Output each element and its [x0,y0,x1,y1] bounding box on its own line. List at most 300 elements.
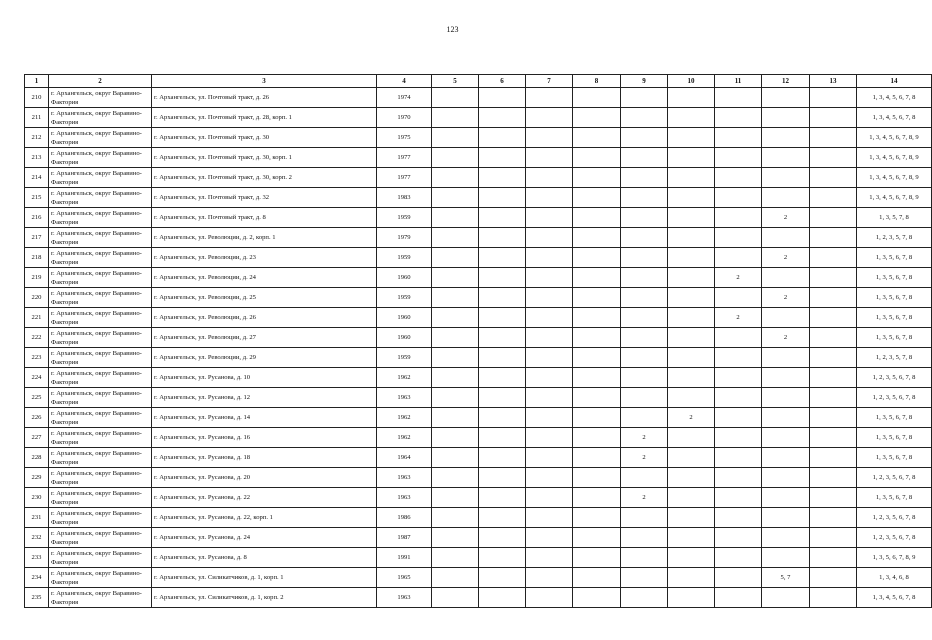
table-row [25,588,932,608]
col9-cell [621,208,668,228]
col7-cell [526,288,573,308]
col10-cell [668,368,715,388]
col8-cell [573,268,621,288]
col7-cell [526,128,573,148]
col14-cell: 1, 3, 4, 6, 8 [857,568,932,588]
table-row [25,548,932,568]
table-row [25,348,932,368]
col12-cell [762,128,810,148]
row-number: 234 [25,568,49,588]
col6-cell [479,368,526,388]
table-row [25,468,932,488]
col8-cell [573,108,621,128]
col14-cell: 1, 3, 5, 7, 8 [857,208,932,228]
district-cell: г. Архангельск, округ Варавино-Фактория [49,368,152,388]
district-cell: г. Архангельск, округ Варавино-Фактория [49,148,152,168]
address-cell: г. Архангельск, ул. Революции, д. 29 [152,348,377,368]
row-number: 228 [25,448,49,468]
col14-cell: 1, 3, 5, 6, 7, 8 [857,268,932,288]
column-header-8: 8 [573,75,621,88]
col5-cell [432,568,479,588]
year-cell: 1959 [377,288,432,308]
year-cell: 1963 [377,468,432,488]
year-cell: 1986 [377,508,432,528]
col10-cell [668,88,715,108]
col11-cell [715,248,762,268]
district-cell: г. Архангельск, округ Варавино-Фактория [49,468,152,488]
column-header-9: 9 [621,75,668,88]
col14-cell: 1, 2, 3, 5, 7, 8 [857,348,932,368]
table-row [25,328,932,348]
page-number: 123 [446,25,459,34]
col8-cell [573,588,621,608]
col5-cell [432,448,479,468]
col14-cell: 1, 3, 4, 5, 6, 7, 8, 9 [857,148,932,168]
year-cell: 1991 [377,548,432,568]
row-number: 214 [25,168,49,188]
col10-cell [668,428,715,448]
col9-cell [621,148,668,168]
col5-cell [432,268,479,288]
column-header-6: 6 [479,75,526,88]
address-cell: г. Архангельск, ул. Почтовый тракт, д. 32 [152,188,377,208]
col8-cell [573,148,621,168]
col8-cell [573,188,621,208]
col6-cell [479,408,526,428]
col13-cell [810,348,857,368]
row-number: 223 [25,348,49,368]
col8-cell [573,528,621,548]
col6-cell [479,348,526,368]
col5-cell [432,228,479,248]
col8-cell [573,168,621,188]
col6-cell [479,388,526,408]
col10-cell [668,528,715,548]
col6-cell [479,88,526,108]
col6-cell [479,148,526,168]
col12-cell [762,188,810,208]
col14-cell: 1, 2, 3, 5, 6, 7, 8 [857,528,932,548]
col12-cell: 2 [762,328,810,348]
address-cell: г. Архангельск, ул. Революции, д. 24 [152,268,377,288]
column-header-5: 5 [432,75,479,88]
table-row [25,408,932,428]
table-row [25,208,932,228]
col10-cell [668,248,715,268]
col5-cell [432,468,479,488]
district-cell: г. Архангельск, округ Варавино-Фактория [49,268,152,288]
row-number: 232 [25,528,49,548]
col8-cell [573,408,621,428]
col7-cell [526,568,573,588]
col5-cell [432,88,479,108]
col7-cell [526,228,573,248]
column-header-3: 3 [152,75,377,88]
table-row [25,228,932,248]
col8-cell [573,288,621,308]
year-cell: 1977 [377,148,432,168]
col10-cell [668,228,715,248]
col13-cell [810,128,857,148]
col9-cell [621,108,668,128]
district-cell: г. Архангельск, округ Варавино-Фактория [49,428,152,448]
district-cell: г. Архангельск, округ Варавино-Фактория [49,128,152,148]
address-cell: г. Архангельск, ул. Почтовый тракт, д. 30, корп. 2 [152,168,377,188]
col11-cell [715,88,762,108]
col13-cell [810,408,857,428]
col10-cell [668,188,715,208]
address-cell: г. Архангельск, ул. Революции, д. 26 [152,308,377,328]
district-cell: г. Архангельск, округ Варавино-Фактория [49,528,152,548]
address-cell: г. Архангельск, ул. Русанова, д. 24 [152,528,377,548]
col13-cell [810,568,857,588]
col8-cell [573,388,621,408]
col8-cell [573,308,621,328]
col5-cell [432,588,479,608]
col11-cell [715,328,762,348]
col14-cell: 1, 3, 5, 6, 7, 8 [857,248,932,268]
col13-cell [810,588,857,608]
col9-cell: 2 [621,428,668,448]
col10-cell [668,448,715,468]
table-row [25,188,932,208]
col14-cell: 1, 2, 3, 5, 6, 7, 8 [857,368,932,388]
col14-cell: 1, 3, 5, 6, 7, 8 [857,328,932,348]
col5-cell [432,428,479,448]
col12-cell [762,228,810,248]
col13-cell [810,468,857,488]
row-number: 229 [25,468,49,488]
col14-cell: 1, 3, 5, 6, 7, 8 [857,428,932,448]
table-row [25,508,932,528]
col8-cell [573,568,621,588]
col10-cell [668,508,715,528]
address-cell: г. Архангельск, ул. Силикатчиков, д. 1, корп. 2 [152,588,377,608]
col5-cell [432,508,479,528]
col9-cell [621,388,668,408]
district-cell: г. Архангельск, округ Варавино-Фактория [49,448,152,468]
col7-cell [526,408,573,428]
col13-cell [810,548,857,568]
row-number: 230 [25,488,49,508]
col11-cell [715,488,762,508]
address-cell: г. Архангельск, ул. Почтовый тракт, д. 8 [152,208,377,228]
col7-cell [526,268,573,288]
col10-cell: 2 [668,408,715,428]
col14-cell: 1, 2, 3, 5, 6, 7, 8 [857,508,932,528]
address-cell: г. Архангельск, ул. Силикатчиков, д. 1, корп. 1 [152,568,377,588]
col9-cell [621,188,668,208]
col11-cell [715,388,762,408]
col14-cell: 1, 3, 5, 6, 7, 8, 9 [857,548,932,568]
col14-cell: 1, 3, 5, 6, 7, 8 [857,288,932,308]
col5-cell [432,248,479,268]
col5-cell [432,128,479,148]
year-cell: 1979 [377,228,432,248]
col6-cell [479,568,526,588]
col6-cell [479,508,526,528]
address-cell: г. Архангельск, ул. Русанова, д. 20 [152,468,377,488]
table-row [25,488,932,508]
col13-cell [810,148,857,168]
col6-cell [479,528,526,548]
col9-cell [621,568,668,588]
col5-cell [432,148,479,168]
address-cell: г. Архангельск, ул. Почтовый тракт, д. 30, корп. 1 [152,148,377,168]
column-header-2: 2 [49,75,152,88]
district-cell: г. Архангельск, округ Варавино-Фактория [49,208,152,228]
col10-cell [668,208,715,228]
col6-cell [479,488,526,508]
col11-cell [715,428,762,448]
col14-cell: 1, 3, 4, 5, 6, 7, 8, 9 [857,128,932,148]
col6-cell [479,288,526,308]
district-cell: г. Архангельск, округ Варавино-Фактория [49,388,152,408]
address-cell: г. Архангельск, ул. Революции, д. 27 [152,328,377,348]
address-cell: г. Архангельск, ул. Революции, д. 25 [152,288,377,308]
col11-cell [715,448,762,468]
address-cell: г. Архангельск, ул. Революции, д. 2, корп. 1 [152,228,377,248]
col12-cell [762,588,810,608]
col9-cell [621,328,668,348]
col13-cell [810,88,857,108]
col8-cell [573,228,621,248]
col7-cell [526,148,573,168]
col10-cell [668,348,715,368]
year-cell: 1963 [377,388,432,408]
col11-cell [715,348,762,368]
col11-cell [715,168,762,188]
col10-cell [668,268,715,288]
year-cell: 1987 [377,528,432,548]
row-number: 235 [25,588,49,608]
col12-cell: 2 [762,248,810,268]
col6-cell [479,248,526,268]
col9-cell [621,508,668,528]
row-number: 218 [25,248,49,268]
col11-cell [715,408,762,428]
table-row [25,308,932,328]
year-cell: 1974 [377,88,432,108]
col5-cell [432,168,479,188]
table-body [25,88,932,608]
col12-cell: 5, 7 [762,568,810,588]
col5-cell [432,288,479,308]
col9-cell [621,168,668,188]
col7-cell [526,248,573,268]
col11-cell [715,128,762,148]
table-row [25,108,932,128]
year-cell: 1960 [377,268,432,288]
col12-cell [762,388,810,408]
col13-cell [810,328,857,348]
table-row [25,168,932,188]
row-number: 212 [25,128,49,148]
row-number: 220 [25,288,49,308]
header-row [25,75,932,88]
col6-cell [479,268,526,288]
col10-cell [668,108,715,128]
col9-cell: 2 [621,448,668,468]
col13-cell [810,188,857,208]
col10-cell [668,568,715,588]
address-cell: г. Архангельск, ул. Почтовый тракт, д. 28, корп. 1 [152,108,377,128]
col8-cell [573,368,621,388]
col8-cell [573,468,621,488]
col10-cell [668,388,715,408]
col9-cell [621,528,668,548]
col5-cell [432,408,479,428]
col7-cell [526,208,573,228]
col12-cell [762,148,810,168]
col11-cell [715,368,762,388]
col12-cell [762,508,810,528]
col10-cell [668,168,715,188]
col5-cell [432,208,479,228]
row-number: 233 [25,548,49,568]
district-cell: г. Архангельск, округ Варавино-Фактория [49,508,152,528]
col14-cell: 1, 3, 5, 6, 7, 8 [857,408,932,428]
col12-cell: 2 [762,208,810,228]
col10-cell [668,468,715,488]
col14-cell: 1, 2, 3, 5, 6, 7, 8 [857,388,932,408]
col11-cell [715,508,762,528]
col10-cell [668,288,715,308]
row-number: 222 [25,328,49,348]
address-cell: г. Архангельск, ул. Почтовый тракт, д. 26 [152,88,377,108]
district-cell: г. Архангельск, округ Варавино-Фактория [49,108,152,128]
col14-cell: 1, 3, 5, 6, 7, 8 [857,488,932,508]
col13-cell [810,308,857,328]
col12-cell [762,408,810,428]
address-cell: г. Архангельск, ул. Русанова, д. 18 [152,448,377,468]
col6-cell [479,188,526,208]
col12-cell [762,428,810,448]
col6-cell [479,588,526,608]
col8-cell [573,248,621,268]
year-cell: 1975 [377,128,432,148]
col11-cell [715,528,762,548]
col9-cell [621,128,668,148]
col7-cell [526,448,573,468]
col7-cell [526,428,573,448]
district-cell: г. Архангельск, округ Варавино-Фактория [49,88,152,108]
address-cell: г. Архангельск, ул. Русанова, д. 14 [152,408,377,428]
table-row [25,388,932,408]
col13-cell [810,528,857,548]
col9-cell [621,308,668,328]
district-cell: г. Архангельск, округ Варавино-Фактория [49,408,152,428]
col11-cell [715,208,762,228]
col12-cell [762,168,810,188]
col9-cell [621,588,668,608]
column-header-4: 4 [377,75,432,88]
year-cell: 1963 [377,488,432,508]
year-cell: 1964 [377,448,432,468]
col5-cell [432,548,479,568]
table-row [25,568,932,588]
col13-cell [810,228,857,248]
col7-cell [526,508,573,528]
col7-cell [526,188,573,208]
col11-cell [715,548,762,568]
address-cell: г. Архангельск, ул. Русанова, д. 22 [152,488,377,508]
col11-cell: 2 [715,308,762,328]
col12-cell [762,308,810,328]
col13-cell [810,288,857,308]
table-row [25,368,932,388]
col10-cell [668,328,715,348]
column-header-10: 10 [668,75,715,88]
col11-cell [715,228,762,248]
col8-cell [573,88,621,108]
col6-cell [479,208,526,228]
col7-cell [526,548,573,568]
year-cell: 1963 [377,588,432,608]
col9-cell [621,88,668,108]
district-cell: г. Архангельск, округ Варавино-Фактория [49,168,152,188]
col13-cell [810,108,857,128]
col10-cell [668,308,715,328]
year-cell: 1959 [377,348,432,368]
year-cell: 1959 [377,208,432,228]
row-number: 211 [25,108,49,128]
row-number: 210 [25,88,49,108]
address-cell: г. Архангельск, ул. Русанова, д. 16 [152,428,377,448]
col8-cell [573,328,621,348]
table-row [25,248,932,268]
col12-cell [762,488,810,508]
table-row [25,428,932,448]
col11-cell [715,468,762,488]
column-header-1: 1 [25,75,49,88]
address-cell: г. Архангельск, ул. Русанова, д. 12 [152,388,377,408]
year-cell: 1959 [377,248,432,268]
col7-cell [526,88,573,108]
col9-cell [621,268,668,288]
column-header-13: 13 [810,75,857,88]
col10-cell [668,128,715,148]
col13-cell [810,488,857,508]
col12-cell [762,468,810,488]
district-cell: г. Архангельск, округ Варавино-Фактория [49,188,152,208]
col6-cell [479,428,526,448]
col6-cell [479,128,526,148]
col12-cell [762,368,810,388]
row-number: 216 [25,208,49,228]
col8-cell [573,488,621,508]
col14-cell: 1, 3, 4, 5, 6, 7, 8, 9 [857,188,932,208]
col5-cell [432,488,479,508]
col8-cell [573,208,621,228]
col12-cell: 2 [762,288,810,308]
row-number: 225 [25,388,49,408]
col13-cell [810,168,857,188]
district-cell: г. Архангельск, округ Варавино-Фактория [49,488,152,508]
col13-cell [810,388,857,408]
col10-cell [668,588,715,608]
col12-cell [762,528,810,548]
col13-cell [810,248,857,268]
year-cell: 1960 [377,328,432,348]
district-cell: г. Архангельск, округ Варавино-Фактория [49,228,152,248]
row-number: 227 [25,428,49,448]
district-cell: г. Архангельск, округ Варавино-Фактория [49,308,152,328]
col13-cell [810,428,857,448]
year-cell: 1970 [377,108,432,128]
address-cell: г. Архангельск, ул. Почтовый тракт, д. 30 [152,128,377,148]
column-header-11: 11 [715,75,762,88]
